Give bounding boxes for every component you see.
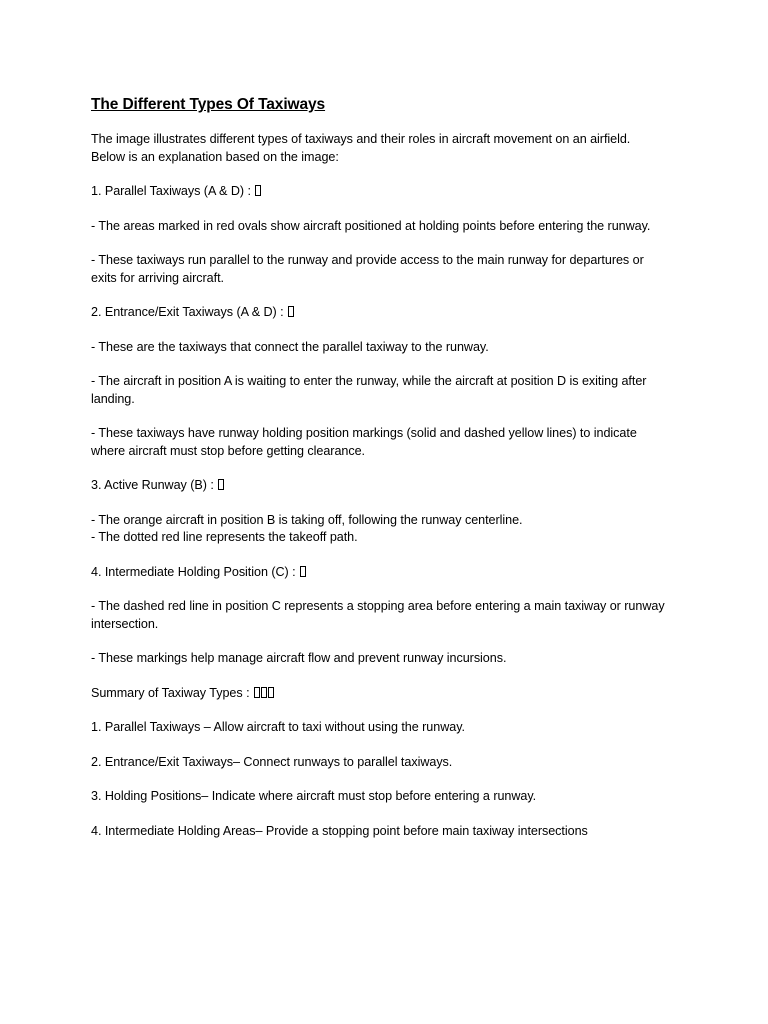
heading-text: 1. Parallel Taxiways (A & D) :: [91, 184, 251, 198]
paragraph-line: - These markings help manage aircraft flow and prevent runway incursions.: [91, 651, 507, 665]
section-heading-active-runway: [91, 477, 691, 495]
intro-line: Below is an explanation based on the image:: [91, 149, 339, 164]
paragraph-line: - The areas marked in red ovals show aircraft positioned at holding points before entering the runway.: [91, 218, 651, 233]
missing-glyph-icon: [261, 687, 267, 698]
paragraph-line: - The dashed red line in position C represents a stopping area before entering a main taxiway or runway: [91, 599, 665, 613]
paragraph-line: landing.: [91, 391, 135, 406]
intro-paragraph: [91, 131, 691, 166]
paragraph: [91, 425, 691, 460]
summary-item-text: 4. Intermediate Holding Areas– Provide a stopping point before main taxiway intersections: [91, 823, 588, 838]
heading-text: Summary of Taxiway Types :: [91, 685, 250, 700]
missing-glyph-icon: [268, 687, 274, 698]
section-heading-entrance-exit: [91, 304, 691, 322]
paragraph-line: - The aircraft in position A is waiting to enter the runway, while the aircraft at position D is exiting after: [91, 374, 647, 388]
section-heading-parallel: [91, 183, 691, 201]
paragraph: [91, 339, 691, 357]
missing-glyph-icon: [218, 479, 224, 490]
paragraph: [91, 252, 691, 287]
missing-glyphs-group: [254, 685, 275, 703]
intro-line: The image illustrates different types of taxiways and their roles in aircraft movement on an airfield.: [91, 132, 631, 146]
paragraph-line: where aircraft must stop before getting clearance.: [91, 443, 366, 458]
missing-glyph-icon: [255, 185, 261, 196]
paragraph-line: - These are the taxiways that connect the parallel taxiway to the runway.: [91, 339, 489, 354]
summary-item-text: 2. Entrance/Exit Taxiways– Connect runways to parallel taxiways.: [91, 754, 453, 769]
document-title: The Different Types Of Taxiways: [91, 96, 326, 113]
missing-glyph-icon: [288, 306, 294, 317]
heading-text: 3. Active Runway (B) :: [91, 478, 214, 492]
paragraph: [91, 373, 691, 408]
heading-text: 2. Entrance/Exit Taxiways (A & D) :: [91, 305, 284, 319]
paragraph-line: exits for arriving aircraft.: [91, 270, 224, 285]
section-heading-intermediate-holding: [91, 564, 691, 582]
summary-item-text: 3. Holding Positions– Indicate where aircraft must stop before entering a runway.: [91, 789, 537, 803]
paragraph-line: - The dotted red line represents the takeoff path.: [91, 530, 358, 544]
paragraph: [91, 650, 691, 668]
summary-heading: [91, 685, 691, 703]
paragraph: [91, 598, 691, 633]
paragraph-line: - These taxiways run parallel to the runway and provide access to the main runway for departures or: [91, 253, 644, 267]
paragraph-line: - The orange aircraft in position B is taking off, following the runway centerline.: [91, 512, 523, 527]
document-body: [91, 95, 691, 857]
missing-glyph-icon: [300, 566, 306, 577]
summary-item: [91, 788, 691, 806]
paragraph-line: - These taxiways have runway holding position markings (solid and dashed yellow lines) to indicate: [91, 426, 637, 440]
paragraph-line: intersection.: [91, 616, 159, 631]
summary-item: [91, 754, 691, 772]
summary-item: [91, 823, 691, 841]
missing-glyph-icon: [254, 687, 260, 698]
heading-text: 4. Intermediate Holding Position (C) :: [91, 564, 296, 579]
paragraph: [91, 512, 691, 547]
summary-item-text: 1. Parallel Taxiways – Allow aircraft to taxi without using the runway.: [91, 720, 465, 734]
paragraph: [91, 218, 691, 236]
summary-item: [91, 719, 691, 737]
